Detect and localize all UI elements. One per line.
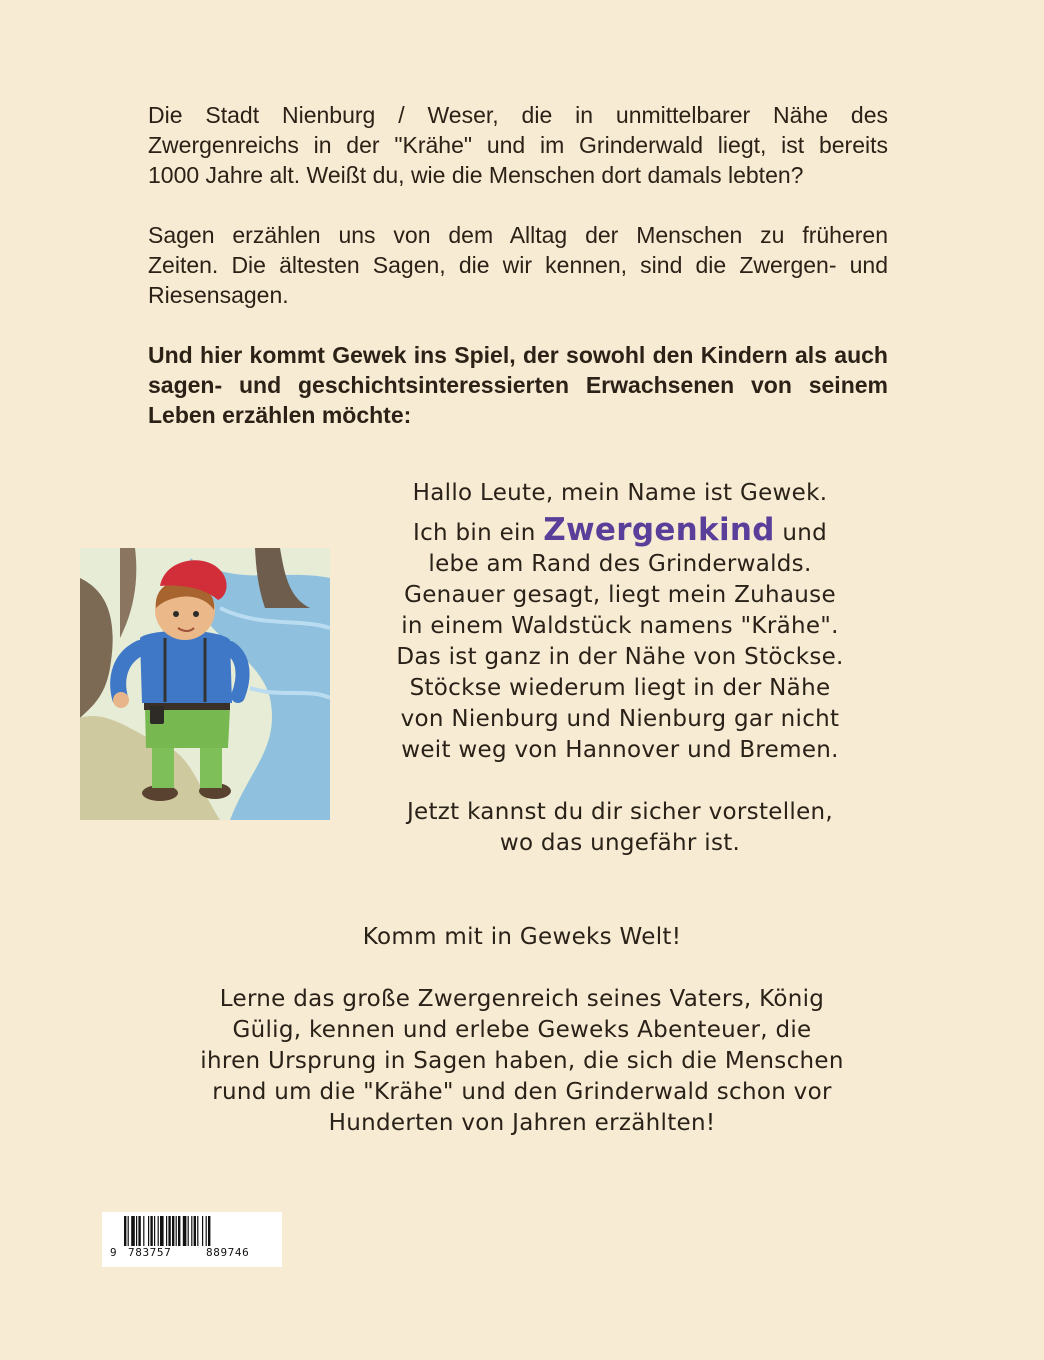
barcode-bar <box>191 1216 192 1246</box>
text-line: 1000 Jahre alt. Weißt du, wie die Menschen dort damals lebten? <box>148 162 804 188</box>
intro-paragraph-3 <box>148 340 888 430</box>
text-line: Und hier kommt Gewek ins Spiel, der sowohl den Kindern als auch <box>148 342 888 368</box>
closing-line: ihren Ursprung in Sagen haben, die sich die Menschen <box>200 1048 844 1074</box>
dwarf-child-illustration <box>80 548 330 820</box>
barcode-bar <box>136 1216 137 1246</box>
text-line: Die Stadt Nienburg / Weser, die in unmittelbarer Nähe des <box>148 102 888 128</box>
zwergenkind-line <box>355 512 885 549</box>
barcode-bar <box>124 1216 126 1246</box>
barcode-bar <box>168 1216 170 1246</box>
barcode-bar <box>150 1216 152 1246</box>
text-line: Leben erzählen möchte: <box>148 402 412 428</box>
barcode-bar <box>154 1216 155 1246</box>
barcode-bar <box>176 1216 177 1246</box>
barcode-bar <box>183 1216 187 1246</box>
story-line: Das ist ganz in der Nähe von Stöckse. <box>396 644 844 670</box>
barcode-bar <box>143 1216 144 1246</box>
barcode-bar <box>197 1216 198 1246</box>
barcode-bar <box>194 1216 196 1246</box>
story-line: von Nienburg und Nienburg gar nicht <box>400 706 840 732</box>
barcode-bar <box>138 1216 140 1246</box>
barcode-bar <box>128 1216 129 1246</box>
closing-line: Lerne das große Zwergenreich seines Vaters, König <box>219 986 825 1012</box>
closing-line: rund um die "Krähe" und den Grinderwald schon vor <box>212 1079 832 1105</box>
line-suffix: und <box>774 520 828 546</box>
text-line: Riesensagen. <box>148 282 289 308</box>
closing-title: Komm mit in Geweks Welt! <box>362 924 682 950</box>
intro-paragraph-1 <box>148 100 888 190</box>
intro-paragraph-2 <box>148 220 888 310</box>
story-outro-line: Jetzt kannst du dir sicher vorstellen, <box>406 799 834 825</box>
story-outro-line: wo das ungefähr ist. <box>499 830 741 856</box>
isbn-barcode <box>102 1212 282 1267</box>
barcode-bar <box>206 1216 207 1246</box>
zwergenkind-highlight: Zwergenkind <box>543 512 775 548</box>
isbn-left-group: 783757 <box>128 1246 172 1259</box>
barcode-bars <box>110 1216 278 1246</box>
text-line: Zeiten. Die ältesten Sagen, die wir kennen, sind die Zwergen- und <box>148 252 888 278</box>
closing-line: Gülig, kennen und erlebe Geweks Abenteuer, die <box>232 1017 812 1043</box>
dwarf-drawing <box>80 548 330 820</box>
barcode-bar <box>188 1216 189 1246</box>
text-line: Zwergenreichs in der "Krähe" und im Grinderwald liegt, ist bereits <box>148 132 888 158</box>
barcode-bar <box>148 1216 149 1246</box>
greeting-line: Hallo Leute, mein Name ist Gewek. <box>412 480 828 506</box>
barcode-bar <box>160 1216 164 1246</box>
story-line: Stöckse wiederum liegt in der Nähe <box>409 675 831 701</box>
closing-text <box>150 922 894 1139</box>
gewek-speech <box>355 478 885 859</box>
closing-line: Hunderten von Jahren erzählten! <box>328 1110 716 1136</box>
text-line: sagen- und geschichtsinteressierten Erwachsenen von seinem <box>148 372 888 398</box>
barcode-bar <box>131 1216 135 1246</box>
isbn-first-digit: 9 <box>110 1246 118 1259</box>
isbn-right-group: 889746 <box>206 1246 250 1259</box>
barcode-bar <box>178 1216 180 1246</box>
barcode-bar <box>172 1216 174 1246</box>
line-prefix: Ich bin ein <box>412 520 544 546</box>
barcode-bar <box>158 1216 159 1246</box>
text-line: Sagen erzählen uns von dem Alltag der Menschen zu früheren <box>148 222 888 248</box>
story-line: Genauer gesagt, liegt mein Zuhause <box>404 582 836 608</box>
story-line: lebe am Rand des Grinderwalds. <box>428 551 812 577</box>
barcode-bar <box>202 1216 203 1246</box>
barcode-bar <box>208 1216 210 1246</box>
story-line: weit weg von Hannover und Bremen. <box>401 737 839 763</box>
barcode-bar <box>166 1216 167 1246</box>
intro-text <box>148 100 888 460</box>
story-line: in einem Waldstück namens "Krähe". <box>401 613 839 639</box>
